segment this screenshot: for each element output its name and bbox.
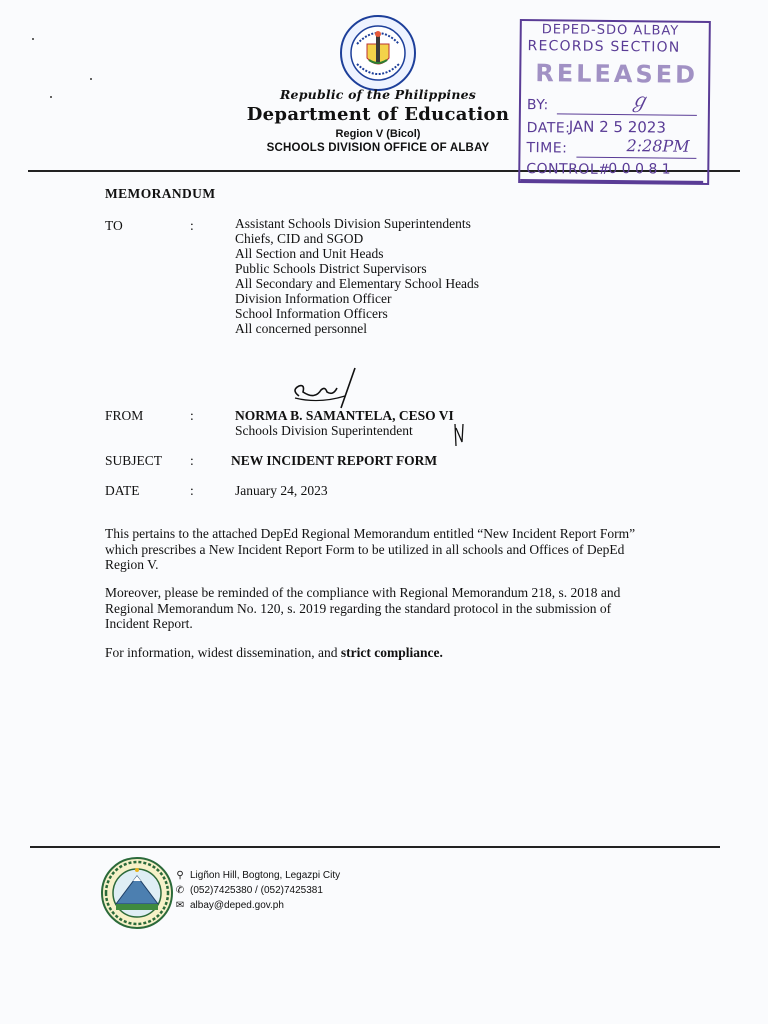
body-paragraph-2: Moreover, please be reminded of the compliance with Regional Memorandum 218, s. 2018 and Regional Memorandum No. 120, s. 2019 regarding the standard protocol in the submission of Incident Report.	[105, 585, 621, 631]
stamp-by-label: BY:	[526, 97, 549, 114]
date-label: DATE	[105, 483, 140, 498]
stamp-bottom-bar	[520, 179, 703, 184]
from-label: FROM	[105, 408, 144, 423]
email-text[interactable]: albay@deped.gov.ph	[190, 900, 284, 911]
email-icon: ✉	[175, 900, 185, 911]
speck-mark	[50, 96, 52, 98]
region-heading: Region V (Bicol)	[335, 128, 421, 140]
footer-divider	[30, 846, 720, 848]
subject-label: SUBJECT	[105, 453, 163, 468]
to-recipients	[235, 216, 479, 336]
location-pin-icon: ⚲	[176, 870, 184, 881]
footer-address	[175, 870, 340, 881]
to-colon: :	[190, 218, 194, 233]
closing-emphasis: strict compliance.	[340, 645, 443, 660]
phone-text: (052)7425380 / (052)7425381	[190, 885, 323, 896]
stamp-date-value: JAN 2 5 2023	[568, 117, 667, 137]
body-paragraph-3	[105, 645, 653, 661]
recipient-line: Assistant Schools Division Superintendents	[235, 216, 471, 231]
deped-seal-logo	[339, 14, 417, 92]
address-text: Ligñon Hill, Bogtong, Legazpi City	[190, 870, 341, 881]
stamp-time-label: TIME:	[526, 140, 568, 157]
stamp-date-label: DATE:	[526, 120, 571, 137]
recipient-line: School Information Officers	[235, 306, 388, 321]
division-seal-logo	[100, 856, 174, 930]
subject-colon: :	[190, 453, 194, 468]
from-colon: :	[190, 408, 194, 423]
stamp-time-value: 2:28PM	[626, 136, 690, 156]
body-paragraph-1: This pertains to the attached DepEd Regional Memorandum entitled “New Incident Report Form” which prescribes a New Incident Report Form to be utilized in all schools and Offices of DepEd Region V.	[105, 526, 636, 572]
stamp-section: RECORDS SECTION	[527, 38, 681, 56]
speck-mark	[90, 78, 92, 80]
subject-value: NEW INCIDENT REPORT FORM	[231, 453, 438, 468]
stamp-by-line	[557, 113, 697, 115]
speck-mark	[32, 38, 34, 40]
stamp-status: RELEASED	[535, 59, 699, 89]
to-label: TO	[105, 218, 123, 233]
republic-heading: Republic of the Philippines	[279, 87, 477, 102]
date-value: January 24, 2023	[235, 483, 328, 498]
recipient-line: All Secondary and Elementary School Heads	[235, 276, 480, 291]
phone-icon: ✆	[175, 885, 185, 896]
initial-mark	[452, 422, 466, 448]
recipient-line: All concerned personnel	[235, 321, 367, 336]
closing-text: For information, widest dissemination, and	[105, 645, 341, 660]
from-title: Schools Division Superintendent	[235, 423, 413, 438]
footer-email	[175, 900, 284, 911]
stamp-time-line	[576, 157, 696, 159]
records-stamp	[518, 19, 711, 185]
recipient-line: Chiefs, CID and SGOD	[235, 231, 364, 246]
recipient-line: Division Information Officer	[235, 291, 392, 306]
memo-title: MEMORANDUM	[105, 186, 216, 201]
recipient-line: All Section and Unit Heads	[235, 246, 384, 261]
footer-phone	[175, 885, 323, 896]
office-heading: SCHOOLS DIVISION OFFICE OF ALBAY	[266, 142, 490, 154]
from-name: NORMA B. SAMANTELA, CESO VI	[235, 408, 454, 423]
signature-mark	[285, 366, 365, 411]
recipient-line: Public Schools District Supervisors	[235, 261, 427, 276]
stamp-office: DEPED-SDO ALBAY	[541, 22, 680, 39]
department-heading: Department of Education	[246, 104, 510, 125]
date-colon: :	[190, 483, 194, 498]
stamp-control-value: 0 0 0 8 1	[608, 160, 671, 178]
stamp-initial-mark: ℊ	[628, 88, 650, 113]
stamp-control-label: CONTROL#	[526, 161, 611, 178]
